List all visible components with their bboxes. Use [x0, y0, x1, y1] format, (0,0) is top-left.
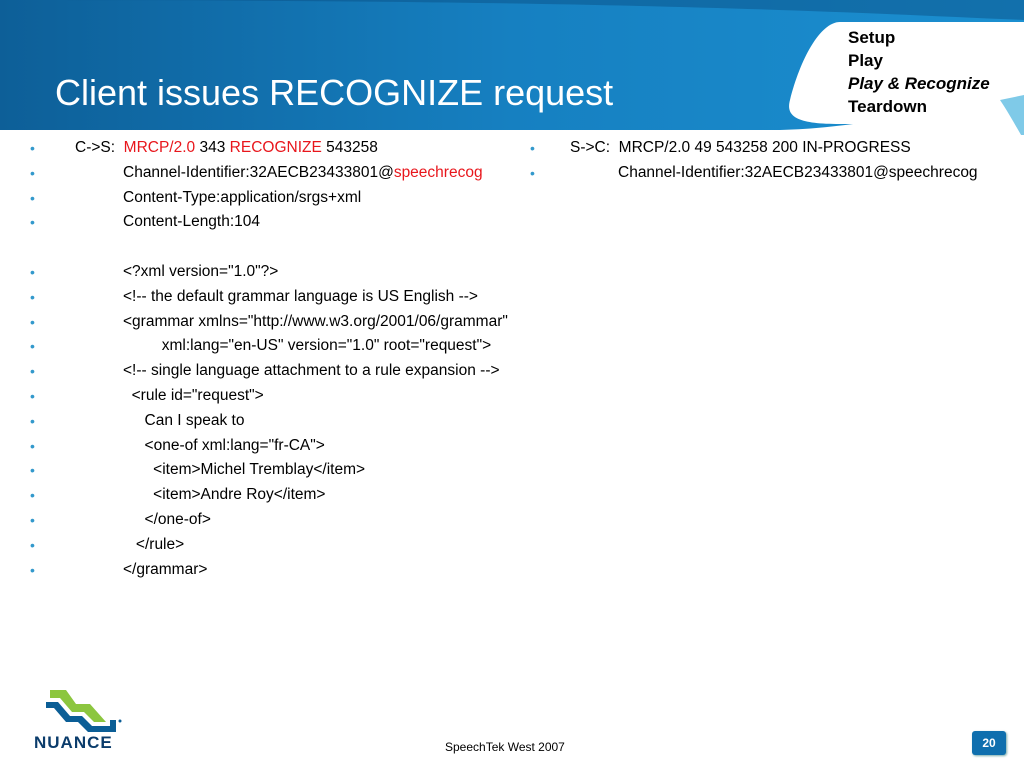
list-item-text: </rule> — [123, 535, 185, 553]
menu-item-play: Play — [848, 51, 883, 70]
list-item — [30, 188, 550, 213]
nuance-logo — [32, 688, 127, 753]
bullet-icon: • — [30, 313, 35, 330]
message-length: 343 — [195, 139, 230, 156]
bullet-icon: • — [530, 140, 535, 156]
list-item — [30, 386, 550, 411]
method-name: RECOGNIZE — [229, 139, 322, 156]
list-item-text: S->C: MRCP/2.0 49 543258 200 IN-PROGRESS — [570, 139, 911, 156]
menu-item-setup: Setup — [848, 28, 896, 47]
section-menu — [848, 26, 990, 118]
list-item-text: <grammar xmlns="http://www.w3.org/2001/06/grammar" — [123, 312, 508, 330]
list-item-text: Channel-Identifier:32AECB23433801@speechrecog — [618, 163, 978, 181]
list-item-text: <rule id="request"> — [123, 386, 264, 404]
channel-identifier: Channel-Identifier:32AECB23433801@ — [123, 163, 394, 181]
list-item-text: <item>Andre Roy</item> — [123, 486, 326, 504]
bullet-icon: • — [30, 561, 35, 578]
bullet-icon: • — [30, 462, 35, 479]
list-item — [30, 535, 550, 560]
response-column — [530, 138, 1020, 188]
bullet-icon: • — [30, 536, 35, 553]
list-item-text: </one-of> — [123, 510, 211, 528]
list-item — [30, 163, 550, 188]
direction-label: C->S: — [75, 139, 124, 156]
list-item — [30, 287, 550, 312]
footer-text: SpeechTek West 2007 — [445, 740, 565, 754]
request-id: 543258 — [321, 139, 378, 156]
slide-title: Client issues RECOGNIZE request — [55, 72, 614, 113]
nuance-logo-icon — [32, 688, 127, 753]
list-item-text: Content-Type:application/srgs+xml — [123, 188, 362, 206]
resource-name: speechrecog — [393, 163, 483, 181]
list-item-text: <?xml version="1.0"?> — [123, 262, 279, 280]
list-item-text: <!-- single language attachment to a rule expansion --> — [123, 362, 500, 380]
list-item — [30, 312, 550, 337]
list-item — [30, 560, 550, 585]
bullet-icon: • — [30, 363, 35, 380]
page-number: 20 — [972, 731, 1006, 755]
bullet-icon: • — [30, 387, 35, 404]
bullet-icon: • — [30, 263, 35, 280]
protocol-version: MRCP/2.0 — [123, 139, 196, 156]
bullet-icon: • — [530, 164, 535, 181]
list-item — [30, 510, 550, 535]
bullet-icon: • — [30, 140, 35, 156]
list-spacer — [30, 237, 550, 262]
bullet-icon: • — [30, 189, 35, 206]
menu-item-teardown: Teardown — [848, 97, 928, 116]
list-item — [30, 460, 550, 485]
menu-item-play-recognize: Play & Recognize — [848, 74, 990, 93]
list-item — [530, 163, 1020, 188]
list-item — [30, 485, 550, 510]
list-item — [30, 212, 550, 237]
list-item-text: Content-Length:104 — [123, 213, 261, 231]
header-banner — [0, 0, 1024, 135]
bullet-icon: • — [30, 338, 35, 355]
logo-text: NUANCE — [34, 733, 113, 752]
list-item — [30, 361, 550, 386]
bullet-icon: • — [30, 164, 35, 181]
list-item — [30, 336, 550, 361]
bullet-icon: • — [30, 437, 35, 454]
bullet-icon: • — [30, 214, 35, 231]
request-column — [30, 138, 550, 584]
list-item-text: </grammar> — [123, 560, 208, 578]
bullet-icon: • — [30, 412, 35, 429]
list-item — [530, 138, 1020, 163]
list-item — [30, 262, 550, 287]
list-item-text: Can I speak to — [123, 411, 245, 429]
list-item — [30, 411, 550, 436]
bullet-icon: • — [30, 288, 35, 305]
list-item-text: <one-of xml:lang="fr-CA"> — [123, 436, 325, 454]
bullet-icon: • — [30, 487, 35, 504]
list-item-text: <!-- the default grammar language is US English --> — [123, 287, 478, 305]
list-item — [30, 436, 550, 461]
list-item-text: xml:lang="en-US" version="1.0" root="request"> — [123, 337, 492, 355]
list-item-text: <item>Michel Tremblay</item> — [123, 461, 366, 479]
bullet-icon: • — [30, 511, 35, 528]
list-item — [30, 138, 550, 163]
